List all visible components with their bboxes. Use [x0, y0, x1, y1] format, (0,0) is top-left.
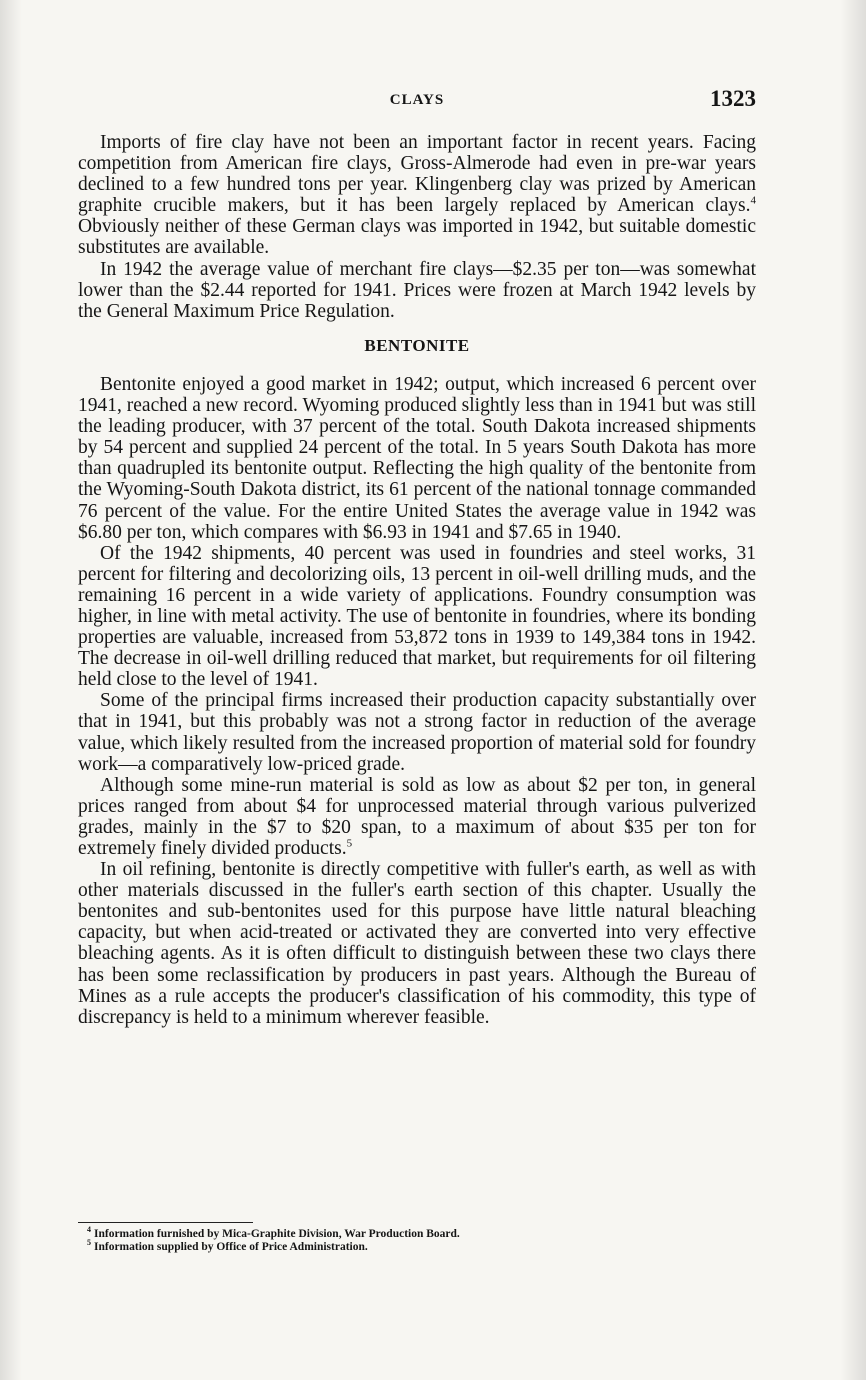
body-text [78, 132, 756, 1028]
running-title: CLAYS [389, 92, 445, 108]
page-number: 1323 [710, 86, 756, 111]
scan-edge-right [840, 0, 866, 1380]
section-heading-bentonite: BENTONITE [364, 335, 470, 355]
paragraph-bentonite-uses: Of the 1942 shipments, 40 percent was used in foundries and steel works, 31 percent for filtering and decolorizing oils, 13 percent in oil-well drilling muds, and the remaining 16 percent in a wide variety of applications. Foundry consumption was higher, in line with metal activity. The use of bentonite in foundries, where its bonding properties are valuable, increased from 53,872 tons in 1939 to 149,384 tons in 1942. The decrease in oil-well drilling reduced that market, but requirements for oil filtering held close to the level of 1941. [78, 542, 756, 691]
paragraph-bentonite-prices: Although some mine-run material is sold as low as about $2 per ton, in general prices ranged from about $4 for unprocessed material through various pulverized grades, mainly in the $7 to $20 span, to a maximum of about $35 per ton for extremely finely divided products.$^5$ [78, 774, 756, 859]
paragraph-bentonite-oil-refining: In oil refining, bentonite is directly competitive with fuller's earth, as well as with other materials discussed in the fuller's earth section of this chapter. Usually the bentonites and sub-bentonites used for this purpose have little natural bleaching capacity, but when acid-treated or activated they are converted into very effective bleaching agents. As it is often difficult to distinguish between these two clays there has been some reclassification by producers in past years. Although the Bureau of Mines as a rule accepts the producer's classification of his commodity, this type of discrepancy is held to a minimum wherever feasible. [78, 859, 756, 1028]
paragraph-bentonite-market: Bentonite enjoyed a good market in 1942; output, which increased 6 percent over 1941, reached a new record. Wyoming produced slightly less than in 1941 but was still the leading producer, with 37 percent of the total. South Dakota increased shipments by 54 percent and supplied 24 percent of the total. In 5 years South Dakota has more than quadrupled its bentonite output. Reflecting the high quality of the bentonite from the Wyoming-South Dakota district, its 61 percent of the national tonnage commanded 76 percent of the value. For the entire United States the average value in 1942 was $6.80 per ton, which compares with $6.93 in 1941 and $7.65 in 1940. [78, 373, 756, 543]
footnotes [78, 1222, 756, 1254]
footnote-4: $^4$ Information furnished by Mica-Graphite Division, War Production Board. [87, 1225, 460, 1240]
paragraph-fire-clay-prices: In 1942 the average value of merchant fire clays—$2.35 per ton—was somewhat lower than the $2.44 reported for 1941. Prices were frozen at March 1942 levels by the General Maximum Price Regulation. [78, 258, 756, 322]
footnote-ref-4: 4 [750, 194, 756, 207]
footnote-5: $^5$ Information supplied by Office of Price Administration. [87, 1238, 368, 1253]
running-head [78, 86, 756, 116]
paragraph-bentonite-capacity: Some of the principal firms increased their production capacity substantially over that in 1941, but this probably was not a strong factor in reduction of the average value, which likely resulted from the increased proportion of material sold for foundry work—a comparatively low-priced grade. [78, 690, 756, 775]
paragraph-fire-clay-imports: Imports of fire clay have not been an important factor in recent years. Facing competition from American fire clays, Gross-Almerode had even in pre-war years declined to a few hundred tons per year. Klingenberg clay was prized by American graphite crucible makers, but it has been largely replaced by American clays.$^4$ Obviously neither of these German clays was imported in 1942, but suitable domestic substitutes are available. [78, 132, 756, 259]
footnote-rule [78, 1222, 253, 1223]
footnote-ref-5: 5 [346, 837, 353, 850]
scan-edge-left [0, 0, 22, 1380]
